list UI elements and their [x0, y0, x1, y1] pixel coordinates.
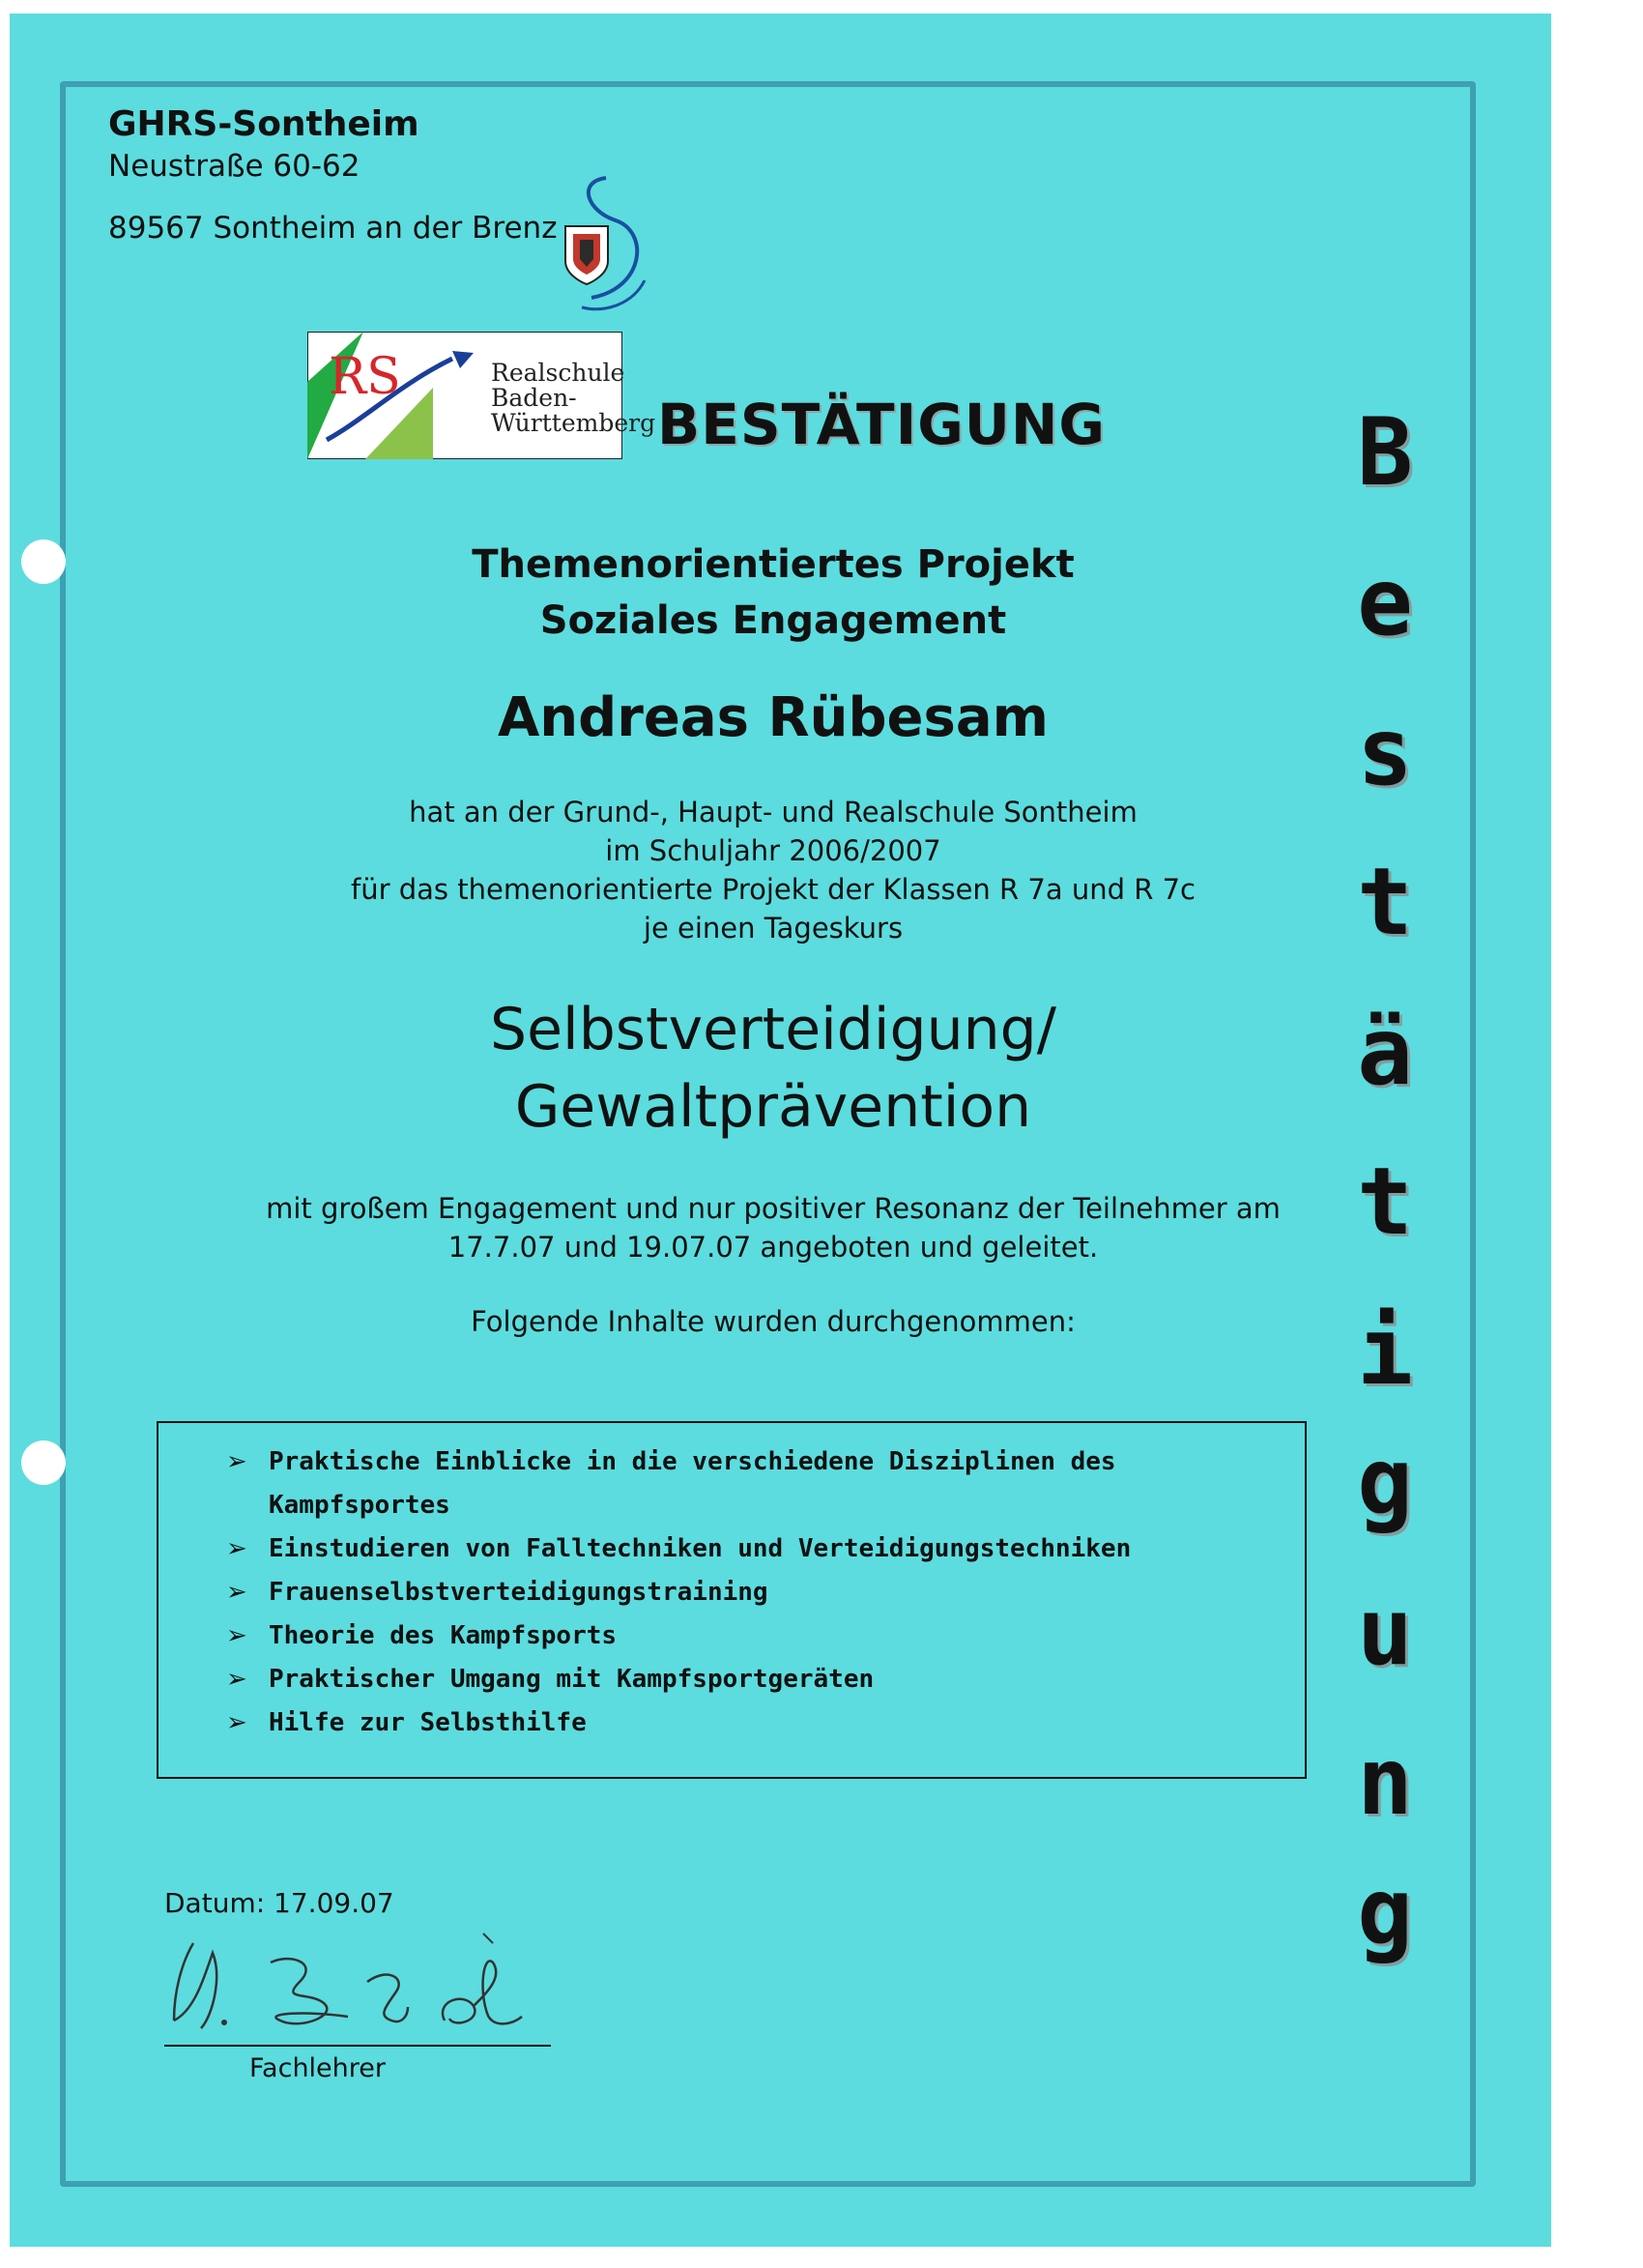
- list-item: ➢ Frauenselbstverteidigungstraining: [226, 1571, 1280, 1614]
- vertical-letter: e: [1357, 548, 1413, 656]
- school-name: GHRS-Sontheim: [108, 104, 419, 144]
- certificate-title: BESTÄTIGUNG: [657, 392, 1107, 457]
- vertical-letter: s: [1357, 698, 1413, 806]
- vertical-bestaetigung: [1332, 0, 1438, 2268]
- rs-logo-text: [491, 361, 655, 436]
- school-street: Neustraße 60-62: [108, 149, 360, 184]
- engagement-line2: 17.7.07 und 19.07.07 angeboten und geleitet.: [447, 1231, 1099, 1264]
- confirm-line: hat an der Grund-, Haupt- und Realschule Sontheim: [409, 796, 1138, 829]
- vertical-letter: ä: [1357, 998, 1413, 1106]
- list-item: ➢ Praktischer Umgang mit Kampfsportgeräten: [226, 1658, 1280, 1701]
- rs-logo-line3: Württemberg: [491, 409, 656, 437]
- person-name: Andreas Rübesam: [497, 686, 1050, 749]
- project-line1: Themenorientiertes Projekt: [472, 542, 1075, 587]
- confirm-line: für das themenorientierte Projekt der Klassen R 7a und R 7c: [350, 873, 1196, 906]
- vertical-letter: g: [1357, 1428, 1413, 1536]
- school-crest-icon: [548, 172, 664, 317]
- contents-list: [226, 1440, 1280, 1745]
- vertical-letter: u: [1357, 1578, 1413, 1686]
- course-line1: Selbstverteidigung/: [490, 996, 1056, 1063]
- list-item: ➢ Einstudieren von Falltechniken und Verteidigungstechniken: [226, 1527, 1280, 1571]
- vertical-letter: t: [1357, 848, 1413, 956]
- punch-hole-top: [21, 539, 66, 584]
- list-item: ➢ Praktische Einblicke in die verschiedene Disziplinen des Kampfsportes: [226, 1440, 1280, 1527]
- list-item: ➢ Hilfe zur Selbsthilfe: [226, 1701, 1280, 1745]
- course-line2: Gewaltprävention: [514, 1073, 1032, 1141]
- project-line2: Soziales Engagement: [539, 598, 1007, 643]
- confirmation-text: [193, 793, 1353, 947]
- realschule-logo: [307, 332, 656, 459]
- contents-box: [157, 1421, 1307, 1779]
- punch-hole-bottom: [21, 1440, 66, 1485]
- vertical-letter: i: [1357, 1297, 1413, 1406]
- vertical-letter: g: [1357, 1858, 1413, 1966]
- project-heading: [193, 537, 1353, 649]
- course-title: [193, 991, 1353, 1146]
- rs-logo-line1: Realschule: [491, 359, 625, 387]
- signature-line: [164, 2045, 551, 2047]
- confirm-line: im Schuljahr 2006/2007: [605, 834, 941, 867]
- vertical-letter: B: [1357, 398, 1413, 507]
- signature-image: [155, 1924, 599, 2050]
- vertical-letter: t: [1357, 1148, 1413, 1256]
- vertical-letter: n: [1357, 1728, 1413, 1836]
- confirm-line: je einen Tageskurs: [643, 912, 904, 945]
- list-item: ➢ Theorie des Kampfsports: [226, 1614, 1280, 1658]
- rs-logo-line2: Baden-: [491, 384, 577, 412]
- engagement-text: [193, 1189, 1353, 1266]
- rs-logo-mark: RS: [329, 348, 401, 406]
- engagement-line1: mit großem Engagement und nur positiver Resonanz der Teilnehmer am: [266, 1192, 1281, 1225]
- signature-role: Fachlehrer: [249, 2053, 386, 2083]
- school-city: 89567 Sontheim an der Brenz: [108, 211, 558, 246]
- contents-intro: Folgende Inhalte wurden durchgenommen:: [471, 1305, 1076, 1338]
- issue-date: Datum: 17.09.07: [164, 1887, 394, 1919]
